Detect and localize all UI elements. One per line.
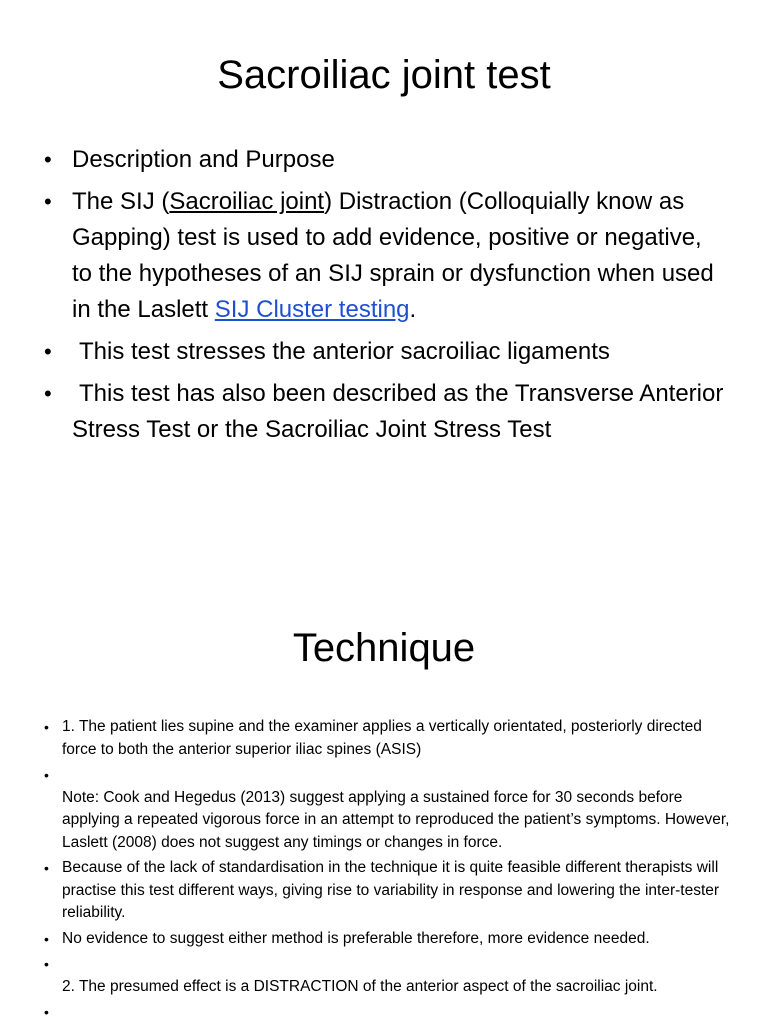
bullet-text-part: ) Distraction (Colloquially know as Gapping) test is used to add evidence, positive or negative, to the hypotheses of an SIJ sprain or dysfunction when used in the Laslett (72, 188, 714, 323)
bullet-dot-icon: • (44, 1004, 49, 1020)
bullet-dot-icon: • (44, 956, 49, 972)
bullet-text: 2. The presumed effect is a DISTRACTION of the anterior aspect of the sacroiliac joint. (62, 977, 658, 995)
bullet-item (44, 928, 734, 951)
slide-title: Sacroiliac joint test (217, 53, 551, 97)
bullet-text: No evidence to suggest either method is preferable therefore, more evidence needed. (62, 929, 650, 947)
bullet-dot-icon: • (44, 381, 52, 406)
bullet-item (44, 142, 724, 178)
bullet-text: This test has also been described as the Transverse Anterior Stress Test or the Sacroiliac Joint Stress Test (72, 380, 724, 443)
bullet-text-part: . (409, 296, 417, 323)
bullet-item (44, 1001, 734, 1024)
sij-cluster-testing-link[interactable]: SIJ Cluster testing (214, 296, 410, 323)
bullet-text: 1. The patient lies supine and the examiner applies a vertically orientated, posteriorly directed force to both the anterior superior iliac spines (ASIS) (62, 718, 702, 758)
bullet-text: Note: Cook and Hegedus (2013) suggest applying a sustained force for 30 seconds before applying a repeated vigorous force in an attempt to reproduced the patient’s symptoms. However, Laslett (2008) does not suggest any timings or changes in force. (62, 788, 730, 851)
underlined-term: Sacroiliac joint (169, 188, 325, 215)
bullet-item (44, 184, 724, 328)
bullet-dot-icon: • (44, 189, 52, 214)
bullet-dot-icon: • (44, 860, 49, 876)
bullet-dot-icon: • (44, 719, 49, 735)
bullet-text: This test stresses the anterior sacroiliac ligaments (79, 338, 610, 365)
bullet-item (44, 764, 734, 854)
bullet-text: Description and Purpose (72, 146, 335, 173)
bullet-dot-icon: • (44, 147, 52, 172)
bullet-text: Because of the lack of standardisation in the technique it is quite feasible different therapists will practise this test different ways, giving rise to variability in response and lowering the inter-tester reliability. (62, 859, 720, 921)
slide-title: Technique (292, 626, 476, 670)
empty-line (62, 764, 734, 787)
bullet-text-part: The SIJ ( (72, 188, 170, 215)
bullet-item (44, 953, 734, 998)
empty-line (62, 953, 734, 976)
bullet-item (44, 857, 734, 925)
bullet-dot-icon: • (44, 930, 49, 947)
bullet-dot-icon: • (44, 767, 49, 783)
bullet-list (44, 142, 724, 454)
empty-line (62, 1001, 734, 1024)
bullet-dot-icon: • (44, 339, 52, 364)
bullet-list (44, 716, 734, 1027)
bullet-item (44, 376, 724, 448)
slide-technique (0, 590, 768, 1024)
bullet-item (44, 334, 724, 370)
bullet-item (44, 716, 734, 761)
